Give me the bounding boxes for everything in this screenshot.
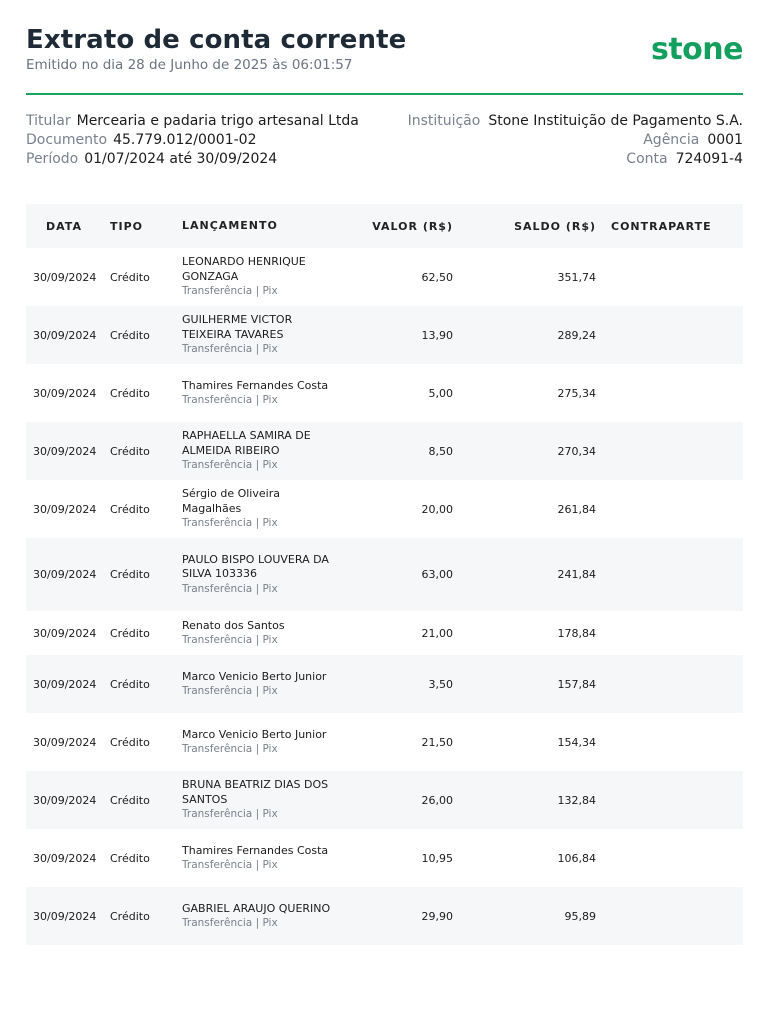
description-method: Transferência | Pix (182, 634, 278, 646)
description-name: PAULO BISPO LOUVERA DA SILVA 103336 (182, 552, 329, 581)
cell-description (174, 429, 340, 473)
description-method: Transferência | Pix (182, 459, 278, 472)
header-divider (26, 93, 743, 95)
description-method: Transferência | Pix (182, 917, 278, 929)
description-name: BRUNA BEATRIZ DIAS DOS SANTOS (182, 778, 329, 806)
cell-type: Crédito (110, 270, 150, 284)
conta-label: Conta (626, 151, 668, 167)
cell-type: Crédito (110, 386, 150, 400)
cell-value: 10,95 (421, 851, 453, 865)
description-name: LEONARDO HENRIQUE GONZAGA (182, 255, 306, 283)
cell-balance: 289,24 (557, 328, 596, 342)
description-method: Transferência | Pix (182, 343, 278, 356)
stone-logo: stone (650, 32, 743, 67)
cell-balance: 275,34 (557, 386, 596, 400)
cell-date: 30/09/2024 (33, 328, 97, 342)
table-row (26, 538, 743, 611)
cell-value: 63,00 (421, 568, 453, 581)
table-header (26, 204, 743, 248)
cell-type: Crédito (110, 735, 150, 749)
documento-value: 45.779.012/0001-02 (113, 132, 257, 148)
cell-balance: 157,84 (557, 677, 596, 691)
cell-balance: 270,34 (557, 444, 596, 458)
table-row (26, 248, 743, 306)
info-row-titular (26, 112, 743, 131)
table-row (26, 887, 743, 945)
instituicao-label: Instituição (407, 113, 481, 129)
info-row-documento (26, 131, 743, 150)
cell-description (174, 728, 340, 757)
cell-date: 30/09/2024 (33, 502, 97, 516)
header-tipo: TIPO (110, 219, 144, 233)
cell-date: 30/09/2024 (33, 677, 97, 691)
cell-date: 30/09/2024 (33, 444, 97, 458)
description-method: Transferência | Pix (182, 517, 278, 530)
header-lancamento: LANÇAMENTO (182, 218, 278, 232)
cell-value: 5,00 (428, 386, 453, 400)
account-info (26, 112, 743, 169)
header-contraparte: CONTRAPARTE (611, 219, 712, 233)
cell-description (174, 379, 340, 408)
cell-type: Crédito (110, 568, 150, 581)
table-body (26, 248, 743, 945)
table-row (26, 771, 743, 829)
cell-description (174, 902, 340, 931)
description-method: Transferência | Pix (182, 582, 278, 595)
cell-description (174, 553, 340, 597)
cell-date: 30/09/2024 (33, 851, 97, 865)
cell-description (174, 844, 340, 873)
conta-value: 724091-4 (675, 151, 743, 167)
issued-date: Emitido no dia 28 de Junho de 2025 às 06:01:57 (26, 57, 353, 73)
cell-value: 20,00 (421, 502, 453, 516)
cell-date: 30/09/2024 (33, 626, 97, 640)
cell-balance: 261,84 (557, 502, 596, 516)
instituicao-value: Stone Instituição de Pagamento S.A. (488, 113, 743, 129)
statement-header (26, 24, 743, 95)
cell-value: 3,50 (428, 677, 453, 691)
table-row (26, 713, 743, 771)
titular-value: Mercearia e padaria trigo artesanal Ltda (76, 113, 359, 129)
cell-balance: 241,84 (557, 568, 596, 581)
cell-type: Crédito (110, 851, 150, 865)
cell-balance: 132,84 (557, 793, 596, 807)
description-method: Transferência | Pix (182, 285, 278, 298)
description-name: RAPHAELLA SAMIRA DE ALMEIDA RIBEIRO (182, 429, 311, 457)
description-name: Marco Venicio Berto Junior (182, 669, 327, 683)
cell-value: 13,90 (421, 328, 453, 342)
transactions-table (26, 204, 743, 945)
cell-type: Crédito (110, 677, 150, 691)
cell-balance: 178,84 (557, 626, 596, 640)
cell-balance: 351,74 (557, 270, 596, 284)
cell-balance: 106,84 (557, 851, 596, 865)
cell-description (174, 670, 340, 699)
agencia-label: Agência (643, 132, 700, 148)
cell-value: 26,00 (421, 793, 453, 807)
cell-type: Crédito (110, 444, 150, 458)
description-name: Marco Venicio Berto Junior (182, 727, 327, 741)
info-row-periodo (26, 150, 743, 169)
cell-date: 30/09/2024 (33, 568, 97, 581)
table-row (26, 306, 743, 364)
table-row (26, 480, 743, 538)
cell-type: Crédito (110, 328, 150, 342)
cell-description (174, 778, 340, 822)
cell-balance: 154,34 (557, 735, 596, 749)
description-name: GUILHERME VICTOR TEIXEIRA TAVARES (182, 313, 293, 341)
description-name: Sérgio de Oliveira Magalhães (182, 487, 280, 515)
header-valor: VALOR (R$) (372, 219, 453, 233)
cell-description (174, 313, 340, 357)
cell-value: 21,00 (421, 626, 453, 640)
cell-date: 30/09/2024 (33, 793, 97, 807)
table-row (26, 611, 743, 655)
cell-value: 8,50 (428, 444, 453, 458)
description-method: Transferência | Pix (182, 685, 278, 697)
description-name: Renato dos Santos (182, 618, 285, 632)
cell-type: Crédito (110, 626, 150, 640)
cell-type: Crédito (110, 793, 150, 807)
description-name: GABRIEL ARAUJO QUERINO (182, 901, 331, 915)
table-row (26, 364, 743, 422)
cell-date: 30/09/2024 (33, 270, 97, 284)
documento-label: Documento (26, 132, 108, 148)
description-name: Thamires Fernandes Costa (182, 843, 329, 857)
cell-type: Crédito (110, 502, 150, 516)
table-row (26, 422, 743, 480)
description-method: Transferência | Pix (182, 808, 278, 821)
cell-description (174, 487, 340, 531)
cell-date: 30/09/2024 (33, 909, 97, 923)
header-data: DATA (46, 219, 82, 233)
cell-value: 21,50 (421, 735, 453, 749)
cell-date: 30/09/2024 (33, 386, 97, 400)
table-row (26, 829, 743, 887)
cell-balance: 95,89 (564, 909, 596, 923)
cell-value: 62,50 (421, 270, 453, 284)
table-row (26, 655, 743, 713)
description-method: Transferência | Pix (182, 743, 278, 755)
description-name: Thamires Fernandes Costa (182, 378, 329, 392)
periodo-value: 01/07/2024 até 30/09/2024 (84, 151, 278, 167)
periodo-label: Período (26, 151, 79, 167)
cell-date: 30/09/2024 (33, 735, 97, 749)
description-method: Transferência | Pix (182, 859, 278, 871)
cell-value: 29,90 (421, 909, 453, 923)
page-title: Extrato de conta corrente (26, 25, 407, 55)
cell-description (174, 255, 340, 299)
titular-label: Titular (26, 113, 71, 129)
cell-type: Crédito (110, 909, 150, 923)
description-method: Transferência | Pix (182, 394, 278, 406)
cell-description (174, 619, 340, 648)
header-saldo: SALDO (R$) (514, 219, 596, 233)
agencia-value: 0001 (707, 132, 743, 148)
